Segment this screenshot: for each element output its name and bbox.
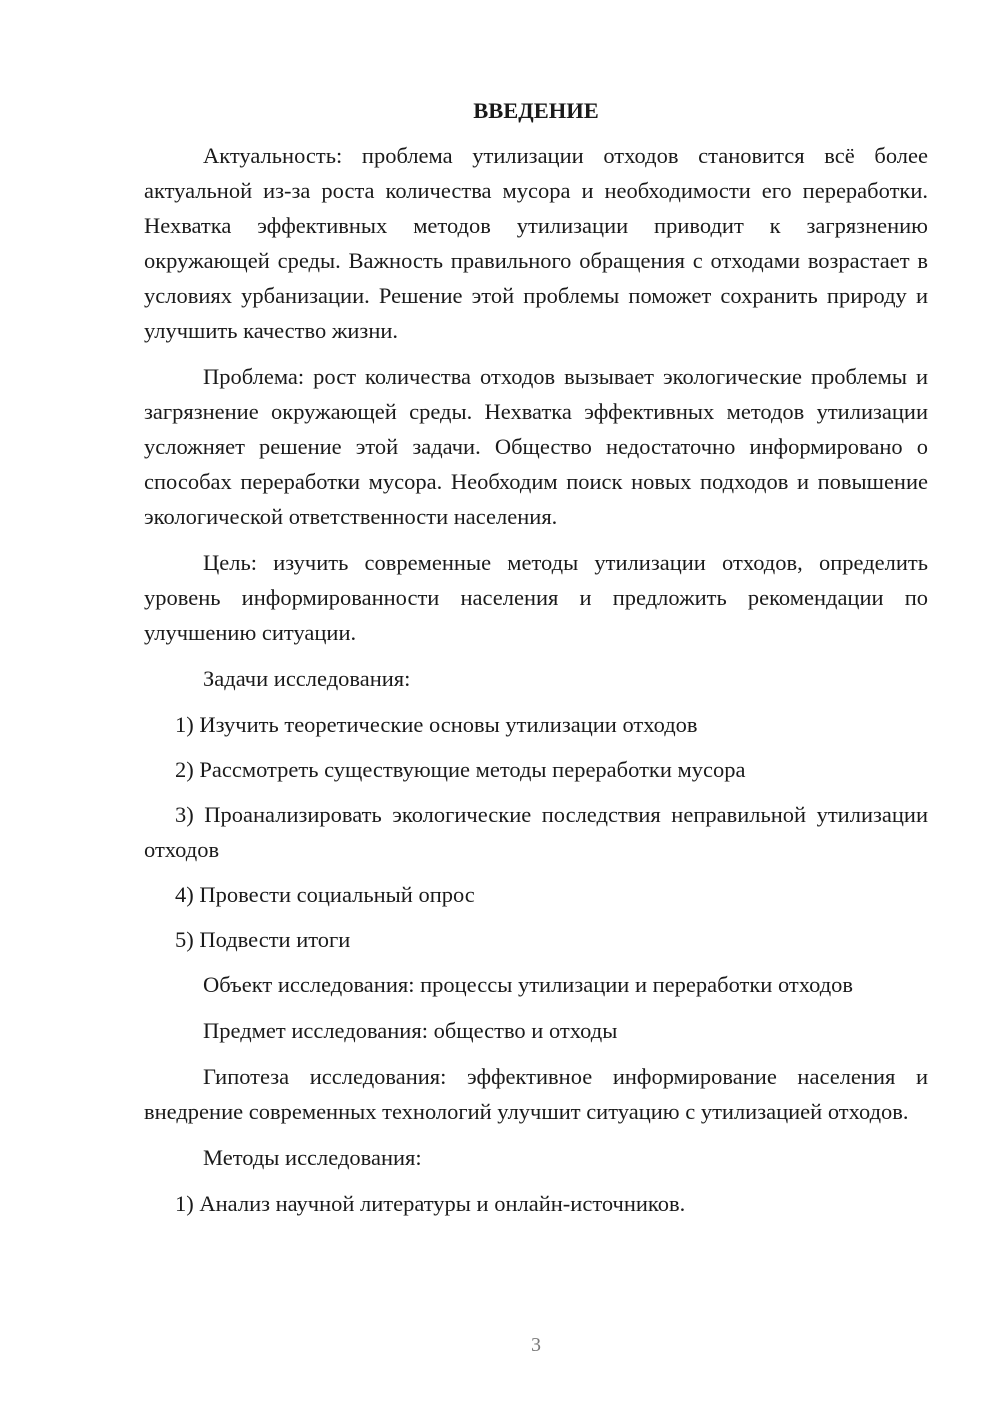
task-item: 4) Провести социальный опрос <box>175 882 475 907</box>
research-subject: Предмет исследования: общество и отходы <box>203 1018 618 1043</box>
method-item: 1) Анализ научной литературы и онлайн-источников. <box>175 1191 686 1216</box>
research-object: Объект исследования: процессы утилизации и переработки отходов <box>203 972 854 997</box>
research-hypothesis: Гипотеза исследования: эффективное информирование населения и внедрение современных технологий улучшит ситуацию с утилизацией отходов. <box>144 1064 928 1124</box>
section-title: ВВЕДЕНИЕ <box>473 98 599 123</box>
task-item: 5) Подвести итоги <box>175 927 351 952</box>
goal-paragraph: Цель: изучить современные методы утилизации отходов, определить уровень информированности населения и предложить рекомендации по улучшению ситуации. <box>144 550 928 645</box>
relevance-paragraph: Актуальность: проблема утилизации отходов становится всё более актуальной из-за роста количества мусора и необходимости его переработки. Нехватка эффективных методов утилизации приводит к загрязнению окружающей среды. Важность правильного обращения с отходами возрастает в условиях урбанизации. Решение этой проблемы поможет сохранить природу и улучшить качество жизни. <box>144 143 928 343</box>
task-item: 1) Изучить теоретические основы утилизации отходов <box>175 712 698 737</box>
methods-heading: Методы исследования: <box>203 1145 422 1170</box>
task-item: 2) Рассмотреть существующие методы переработки мусора <box>175 757 746 782</box>
page-content <box>144 96 928 1231</box>
tasks-heading: Задачи исследования: <box>203 666 411 691</box>
page-number: 3 <box>531 1334 541 1356</box>
problem-paragraph: Проблема: рост количества отходов вызывает экологические проблемы и загрязнение окружающей среды. Нехватка эффективных методов утилизации усложняет решение этой задачи. Общество недостаточно информировано о способах переработки мусора. Необходим поиск новых подходов и повышение экологической ответственности населения. <box>144 364 928 529</box>
task-item: 3) Проанализировать экологические последствия неправильной утилизации отходов <box>144 802 928 862</box>
